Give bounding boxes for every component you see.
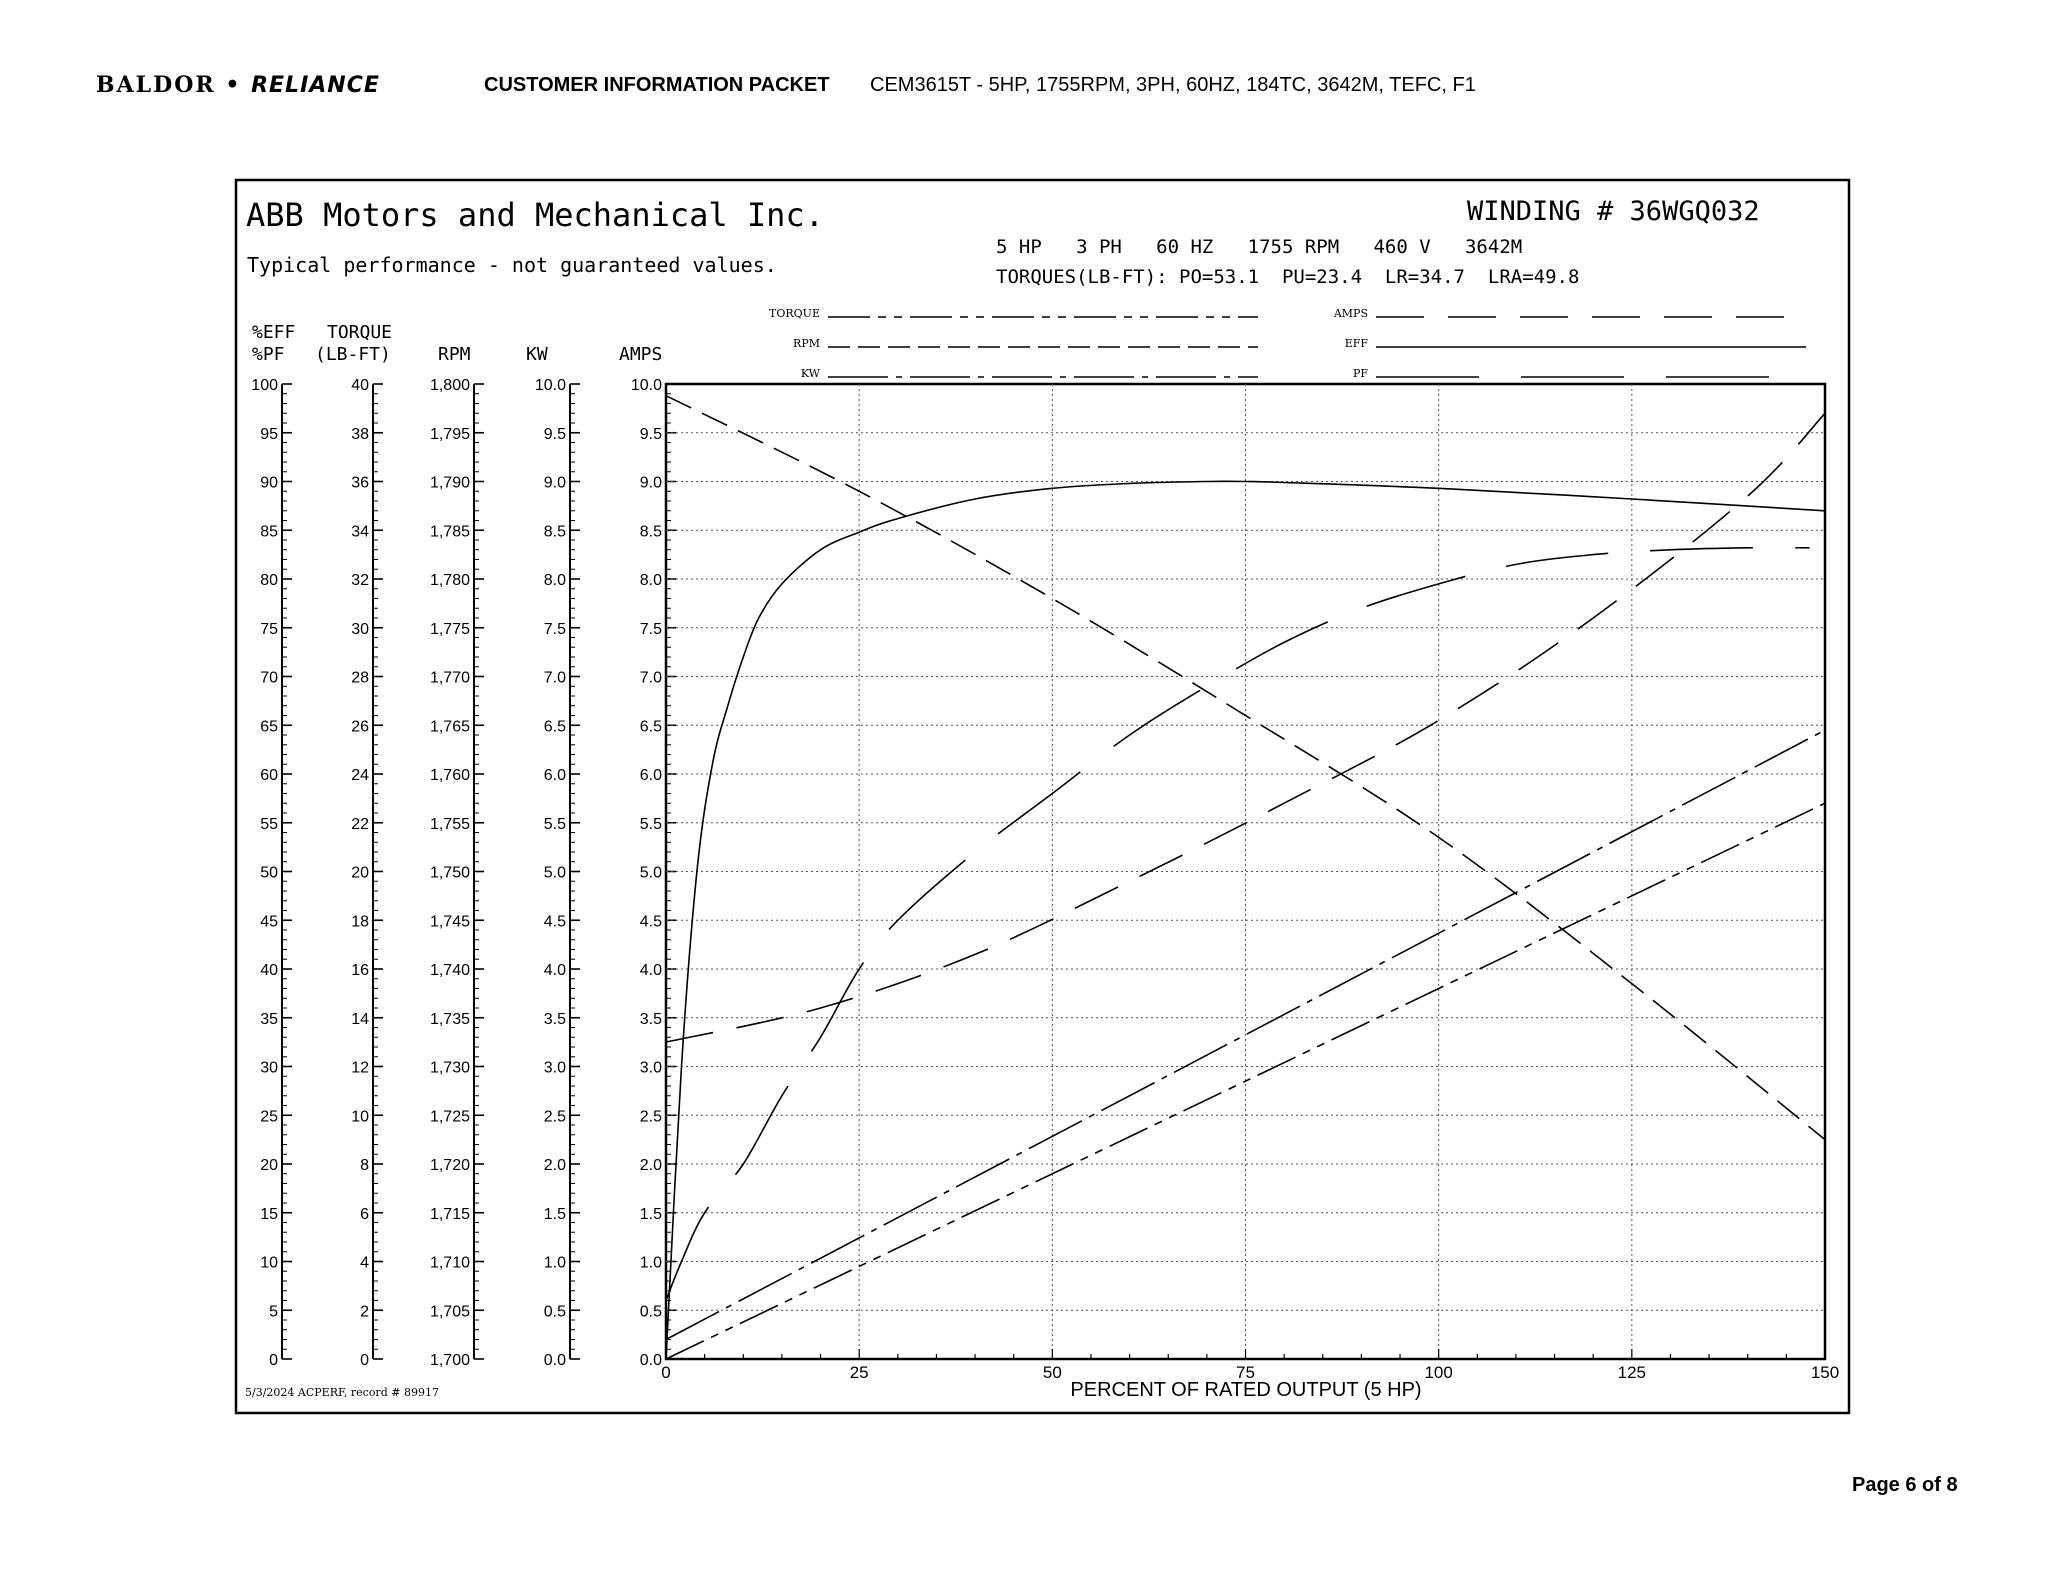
- torque-scale-label: 18: [351, 913, 369, 931]
- torque-scale-label: 0: [360, 1352, 369, 1369]
- amps-scale-label: 4.5: [639, 913, 662, 931]
- eff-scale-label: 55: [260, 815, 278, 833]
- amps-scale-label: 0.0: [639, 1352, 662, 1369]
- kw-scale-label: 6.0: [543, 767, 566, 784]
- x-tick-label: 125: [1617, 1363, 1647, 1382]
- eff-scale-label: 90: [260, 474, 278, 492]
- amps-scale-label: 0.5: [639, 1303, 662, 1321]
- torque-scale-label: 28: [351, 669, 369, 687]
- amps-scale-label: 1.5: [639, 1205, 662, 1223]
- kw-scale-label: 7.0: [543, 669, 566, 687]
- rpm-scale-label: 1,715: [429, 1205, 470, 1223]
- kw-scale-label: 8.0: [543, 572, 566, 589]
- legend-label-eff: EFF: [1344, 337, 1368, 350]
- rpm-scale-label: 1,705: [429, 1303, 470, 1321]
- eff-scale-label: 40: [260, 962, 278, 979]
- eff-scale-label: 70: [260, 669, 278, 687]
- kw-scale-label: 2.0: [543, 1157, 566, 1174]
- winding-number: WINDING # 36WGQ032: [1467, 196, 1760, 227]
- amps-scale-label: 1.0: [639, 1254, 662, 1272]
- rpm-scale-label: 1,760: [429, 767, 470, 784]
- series-pf-line: [666, 548, 1810, 1301]
- torque-scale-label: 4: [360, 1254, 369, 1272]
- packet-title: CUSTOMER INFORMATION PACKET: [484, 74, 830, 96]
- kw-scale-label: 3.0: [543, 1059, 566, 1077]
- eff-scale-label: 60: [260, 767, 278, 784]
- rpm-scale-label: 1,780: [429, 572, 470, 589]
- eff-scale-label: 15: [260, 1205, 278, 1223]
- scale-headers: [252, 322, 662, 365]
- torque-scale-label: 12: [351, 1059, 369, 1077]
- torque-scale-label: 22: [351, 815, 369, 833]
- amps-scale-label: 8.5: [639, 523, 662, 541]
- eff-scale-label: 80: [260, 572, 278, 589]
- kw-scale-label: 4.0: [543, 962, 566, 979]
- torque-scale-label: 20: [351, 864, 369, 882]
- kw-scale-label: 5.5: [543, 815, 566, 833]
- kw-scale-label: 5.0: [543, 864, 566, 882]
- header-eff: %EFF: [252, 322, 296, 343]
- rpm-scale-label: 1,765: [429, 718, 470, 736]
- rpm-scale-label: 1,730: [429, 1059, 470, 1077]
- eff-scale-label: 100: [251, 377, 278, 394]
- x-tick-label: 100: [1424, 1363, 1453, 1382]
- x-tick-label: 75: [1236, 1363, 1255, 1382]
- amps-scale-label: 2.5: [639, 1108, 662, 1126]
- eff-scale-label: 5: [269, 1303, 278, 1321]
- company-name: ABB Motors and Mechanical Inc.: [246, 196, 824, 234]
- amps-scale-label: 10.0: [630, 377, 662, 394]
- legend-label-kw: KW: [800, 367, 820, 380]
- torque-specs: TORQUES(LB-FT): PO=53.1 PU=23.4 LR=34.7 LRA=49.8: [996, 266, 1580, 288]
- torque-scale-label: 26: [351, 718, 369, 736]
- scale-columns: [251, 377, 676, 1369]
- header-torque-unit: (LB-FT): [315, 344, 391, 365]
- amps-scale-label: 9.5: [639, 425, 662, 443]
- amps-scale-label: 7.0: [639, 669, 662, 687]
- rpm-scale-label: 1,740: [429, 962, 470, 979]
- eff-scale-label: 50: [260, 864, 278, 882]
- kw-scale-label: 3.5: [543, 1010, 566, 1028]
- torque-scale-label: 30: [351, 620, 369, 638]
- eff-scale-label: 45: [260, 913, 278, 931]
- kw-scale-label: 4.5: [543, 913, 566, 931]
- kw-scale-label: 6.5: [543, 718, 566, 736]
- legend-label-rpm: RPM: [793, 337, 820, 350]
- kw-scale-label: 9.0: [543, 474, 566, 492]
- eff-scale-label: 10: [260, 1254, 278, 1272]
- amps-scale-label: 5.5: [639, 815, 662, 833]
- rpm-scale-label: 1,755: [429, 815, 470, 833]
- rpm-scale-label: 1,775: [429, 620, 470, 638]
- rpm-scale-label: 1,700: [429, 1352, 470, 1369]
- eff-scale-label: 35: [260, 1010, 278, 1028]
- amps-scale-label: 4.0: [639, 962, 662, 979]
- rpm-scale-label: 1,745: [429, 913, 470, 931]
- torque-scale-label: 16: [351, 962, 369, 979]
- amps-scale-label: 3.0: [639, 1059, 662, 1077]
- rpm-scale-label: 1,795: [429, 425, 470, 443]
- page-number: Page 6 of 8: [1852, 1474, 1958, 1496]
- amps-scale-label: 9.0: [639, 474, 662, 492]
- amps-scale-label: 3.5: [639, 1010, 662, 1028]
- amps-scale-label: 8.0: [639, 572, 662, 589]
- header-torque: TORQUE: [327, 322, 393, 343]
- grid: [666, 384, 1825, 1359]
- torque-scale-label: 24: [351, 767, 369, 784]
- eff-scale-label: 30: [260, 1059, 278, 1077]
- chart-frame: [236, 180, 1849, 1413]
- rpm-scale-label: 1,770: [429, 669, 470, 687]
- kw-scale-label: 0.0: [543, 1352, 566, 1369]
- rpm-scale-label: 1,750: [429, 864, 470, 882]
- eff-scale-label: 65: [260, 718, 278, 736]
- torque-scale-label: 6: [360, 1205, 369, 1223]
- rpm-scale-label: 1,725: [429, 1108, 470, 1126]
- series-rpm-line: [666, 396, 1825, 1140]
- torque-scale-label: 38: [351, 425, 369, 443]
- header-rpm: RPM: [438, 344, 471, 365]
- kw-scale-label: 0.5: [543, 1303, 566, 1321]
- x-tick-label: 150: [1810, 1363, 1840, 1382]
- eff-scale-label: 0: [269, 1352, 278, 1369]
- eff-scale-label: 20: [260, 1157, 278, 1174]
- kw-scale-label: 7.5: [543, 620, 566, 638]
- header-amps: AMPS: [619, 344, 663, 365]
- rpm-scale-label: 1,800: [429, 377, 470, 394]
- kw-scale-label: 2.5: [543, 1108, 566, 1126]
- series-amps-line: [666, 413, 1825, 1042]
- kw-scale-label: 1.0: [543, 1254, 566, 1272]
- eff-scale-label: 95: [260, 425, 278, 443]
- kw-scale-label: 9.5: [543, 425, 566, 443]
- eff-scale-label: 85: [260, 523, 278, 541]
- eff-scale-label: 75: [260, 620, 278, 638]
- torque-scale-label: 34: [351, 523, 369, 541]
- torque-scale-label: 8: [360, 1157, 369, 1174]
- amps-scale-label: 7.5: [639, 620, 662, 638]
- rpm-scale-label: 1,735: [429, 1010, 470, 1028]
- disclaimer: Typical performance - not guaranteed values.: [247, 253, 777, 277]
- rpm-scale-label: 1,790: [429, 474, 470, 492]
- rpm-scale-label: 1,720: [429, 1157, 470, 1174]
- record-note: 5/3/2024 ACPERF, record # 89917: [245, 1386, 439, 1399]
- amps-scale-label: 6.5: [639, 718, 662, 736]
- torque-scale-label: 2: [360, 1303, 369, 1321]
- torque-scale-label: 10: [351, 1108, 369, 1126]
- rpm-scale-label: 1,710: [429, 1254, 470, 1272]
- legend: [769, 307, 1806, 380]
- kw-scale-label: 10.0: [534, 377, 566, 394]
- kw-scale-label: 1.5: [543, 1205, 566, 1223]
- legend-label-torque: TORQUE: [769, 307, 820, 320]
- torque-scale-label: 32: [351, 572, 369, 589]
- legend-label-pf: PF: [1352, 367, 1368, 380]
- x-axis-label: PERCENT OF RATED OUTPUT (5 HP): [1070, 1379, 1422, 1401]
- torque-scale-label: 40: [351, 377, 369, 394]
- amps-scale-label: 5.0: [639, 864, 662, 882]
- x-tick-label: 50: [1042, 1363, 1062, 1382]
- torque-scale-label: 14: [351, 1010, 369, 1028]
- amps-scale-label: 6.0: [639, 767, 662, 784]
- x-tick-label: 25: [849, 1363, 869, 1382]
- motor-specs: 5 HP 3 PH 60 HZ 1755 RPM 460 V 3642M: [996, 236, 1523, 258]
- amps-scale-label: 2.0: [639, 1157, 662, 1174]
- header-pf: %PF: [252, 344, 285, 365]
- legend-label-amps: AMPS: [1333, 307, 1368, 320]
- x-tick-label: 0: [661, 1363, 671, 1382]
- rpm-scale-label: 1,785: [429, 523, 470, 541]
- motor-subtitle: CEM3615T - 5HP, 1755RPM, 3PH, 60HZ, 184TC, 3642M, TEFC, F1: [870, 74, 1476, 96]
- torque-scale-label: 36: [351, 474, 369, 492]
- kw-scale-label: 8.5: [543, 523, 566, 541]
- eff-scale-label: 25: [260, 1108, 278, 1126]
- brand-logo: BALDOR • RELIANCE: [96, 72, 380, 98]
- header-kw: KW: [526, 344, 548, 365]
